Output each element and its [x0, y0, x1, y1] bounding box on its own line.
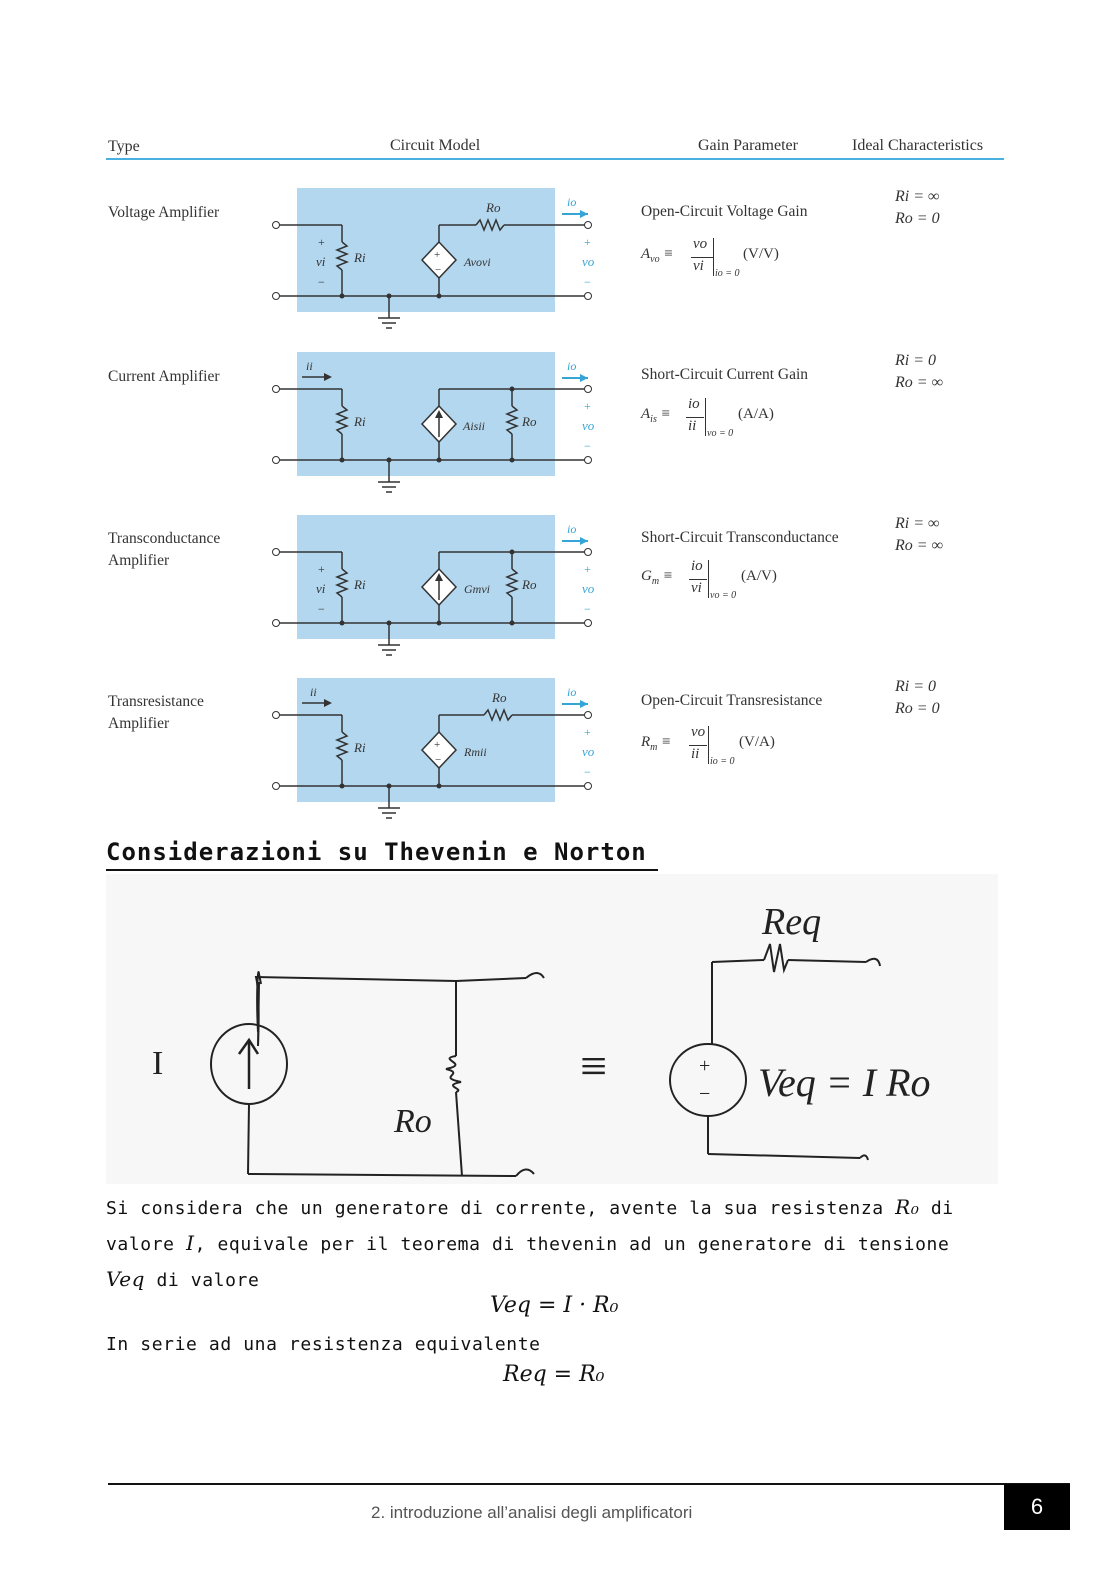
svg-text:−: − — [435, 754, 442, 766]
equation-req: Req = R₀ — [503, 1362, 605, 1387]
row4-type — [108, 691, 204, 735]
formula-den: ii — [688, 418, 697, 434]
out-minus: − — [584, 275, 591, 289]
formula-lhs: A — [641, 406, 651, 422]
out-plus: + — [584, 562, 591, 576]
row4-type-line1: Transresistance — [108, 693, 204, 710]
ri-label: Ri — [354, 740, 366, 755]
ideal-ro: Ro = ∞ — [895, 537, 943, 554]
transresistance-amplifier-model — [262, 670, 607, 825]
formula-den: vi — [691, 580, 702, 596]
in-plus: + — [318, 235, 325, 249]
svg-text:−: − — [435, 264, 442, 276]
left-source-label: I — [152, 1045, 164, 1082]
in-plus: + — [318, 562, 325, 576]
out-plus: + — [584, 399, 591, 413]
section-title-underline — [106, 869, 658, 871]
voltage-label: Veq = I Ro — [758, 1060, 931, 1105]
body-line-3: Veq di valore — [106, 1267, 260, 1291]
body-line-4: In serie ad una resistenza equivalente — [106, 1334, 541, 1355]
ideal-ro: Ro = 0 — [895, 700, 940, 717]
row1-ideal — [895, 186, 940, 230]
ideal-ri: Ri = ∞ — [895, 188, 940, 205]
out-current: io — [567, 195, 577, 209]
header-circuit-model: Circuit Model — [390, 137, 481, 154]
row3-formula: $G_m$ ≡ io vi vo = 0 (A/V) — [641, 558, 777, 601]
out-current: io — [567, 359, 577, 373]
out-minus: − — [584, 439, 591, 453]
ro-label: Ro — [486, 200, 501, 215]
svg-text:+: + — [434, 739, 441, 751]
page-number — [1004, 1484, 1070, 1530]
body-line-1: Si considera che un generatore di corrente, avente la sua resistenza R₀ di — [106, 1195, 954, 1219]
row4-gain-name: Open-Circuit Transresistance — [641, 692, 823, 709]
formula-sub: vo — [650, 254, 660, 265]
row1-type-line1: Voltage Amplifier — [108, 204, 220, 221]
header-ideal: Ideal Characteristics — [852, 137, 984, 154]
src-minus: − — [699, 1083, 711, 1105]
ro-label: Ro — [522, 414, 537, 429]
thevenin-norton-sketch — [106, 874, 998, 1184]
veq-symbol: Veq — [106, 1267, 146, 1291]
formula-num: vo — [693, 236, 708, 252]
ri-label: Ri — [354, 414, 366, 429]
body-line-2: valore I, equivale per il teorema di thevenin ad un generatore di tensione — [106, 1231, 950, 1255]
formula-lhs: R — [641, 734, 651, 750]
src-label: Gmvi — [464, 582, 490, 596]
row4-formula: $R_m$ ≡ vo ii io = 0 (V/A) — [641, 724, 775, 767]
formula-lhs: A — [641, 246, 651, 262]
in-var: vi — [316, 254, 326, 269]
row2-gain-name: Short-Circuit Current Gain — [641, 366, 809, 383]
row4-ideal — [895, 676, 940, 720]
ro-label: Ro — [522, 577, 537, 592]
voltage-amplifier-model — [262, 180, 607, 335]
row1-formula: $A_{vo}$ ≡ vo vi io = 0 (V/V) — [641, 236, 779, 279]
row2-formula: $A_{is}$ ≡ io ii vo = 0 (A/A) — [641, 396, 774, 439]
src-plus: + — [699, 1055, 711, 1077]
out-var: vo — [582, 744, 595, 759]
ideal-ri: Ri = 0 — [895, 352, 937, 369]
formula-cond: vo = 0 — [707, 428, 734, 439]
in-var: vi — [316, 581, 326, 596]
formula-cond: io = 0 — [710, 756, 735, 767]
row3-gain-name: Short-Circuit Transconductance — [641, 529, 839, 546]
ideal-ro: Ro = ∞ — [895, 374, 943, 391]
ri-label: Ri — [354, 577, 366, 592]
formula-num: vo — [691, 724, 706, 740]
ro-label: Ro — [492, 690, 507, 705]
out-plus: + — [584, 725, 591, 739]
row3-ideal — [895, 513, 943, 557]
in-minus: − — [318, 602, 325, 616]
src-label: Avovi — [464, 255, 491, 269]
row3-type-line1: Transconductance — [108, 530, 221, 547]
out-var: vo — [582, 254, 595, 269]
left-resistor-label: Ro — [394, 1103, 432, 1140]
r0-symbol: R₀ — [895, 1195, 920, 1219]
header-type: Type — [108, 138, 140, 155]
ri-label: Ri — [354, 250, 366, 265]
formula-sub: m — [651, 576, 660, 587]
formula-den: vi — [693, 258, 704, 274]
out-minus: − — [584, 602, 591, 616]
out-current: io — [567, 685, 577, 699]
section-title: Considerazioni su Thevenin e Norton — [106, 838, 647, 866]
ideal-ri: Ri = ∞ — [895, 515, 940, 532]
ideal-ro: Ro = 0 — [895, 210, 940, 227]
transconductance-amplifier-model — [262, 507, 607, 662]
row3-type — [108, 528, 220, 572]
out-minus: − — [584, 765, 591, 779]
formula-cond: io = 0 — [715, 268, 740, 279]
src-label: Aisii — [463, 419, 486, 433]
ideal-ri: Ri = 0 — [895, 678, 937, 695]
out-var: vo — [582, 581, 595, 596]
formula-den: ii — [691, 746, 700, 762]
out-current: io — [567, 522, 577, 536]
formula-unit: (A/A) — [738, 406, 774, 422]
formula-unit: (A/V) — [741, 568, 777, 584]
formula-lhs: G — [641, 568, 652, 584]
equation-veq: Veq = I · R₀ — [490, 1293, 619, 1318]
row1-gain-name: Open-Circuit Voltage Gain — [641, 203, 808, 220]
svg-text:+: + — [434, 249, 441, 261]
i-symbol: I — [186, 1231, 195, 1255]
in-current: ii — [310, 685, 317, 699]
row2-ideal — [895, 350, 943, 394]
in-current: ii — [306, 359, 313, 373]
row1-type — [108, 202, 219, 224]
row2-type-line1: Current Amplifier — [108, 368, 220, 385]
row2-type — [108, 366, 220, 388]
equiv-sign: ≡ — [580, 1040, 608, 1093]
out-var: vo — [582, 418, 595, 433]
header-rule — [106, 158, 1004, 160]
formula-num: io — [691, 558, 703, 574]
formula-cond: vo = 0 — [710, 590, 737, 601]
formula-num: io — [688, 396, 700, 412]
page-number-text: 6 — [1030, 1494, 1044, 1519]
out-plus: + — [584, 235, 591, 249]
footer-chapter-title: 2. introduzione all’analisi degli amplificatori — [371, 1503, 693, 1522]
header-gain-parameter: Gain Parameter — [698, 137, 798, 154]
footer-rule — [108, 1483, 1070, 1485]
body-paragraph — [106, 1190, 986, 1298]
formula-sub: m — [650, 742, 658, 753]
in-minus: − — [318, 275, 325, 289]
formula-unit: (V/A) — [739, 734, 775, 750]
formula-unit: (V/V) — [743, 246, 779, 262]
row3-type-line2: Amplifier — [108, 552, 170, 569]
top-resistor-label: Req — [762, 901, 822, 943]
src-label: Rmii — [464, 745, 487, 759]
row4-type-line2: Amplifier — [108, 715, 170, 732]
formula-sub: is — [650, 414, 657, 425]
current-amplifier-model — [262, 344, 607, 499]
